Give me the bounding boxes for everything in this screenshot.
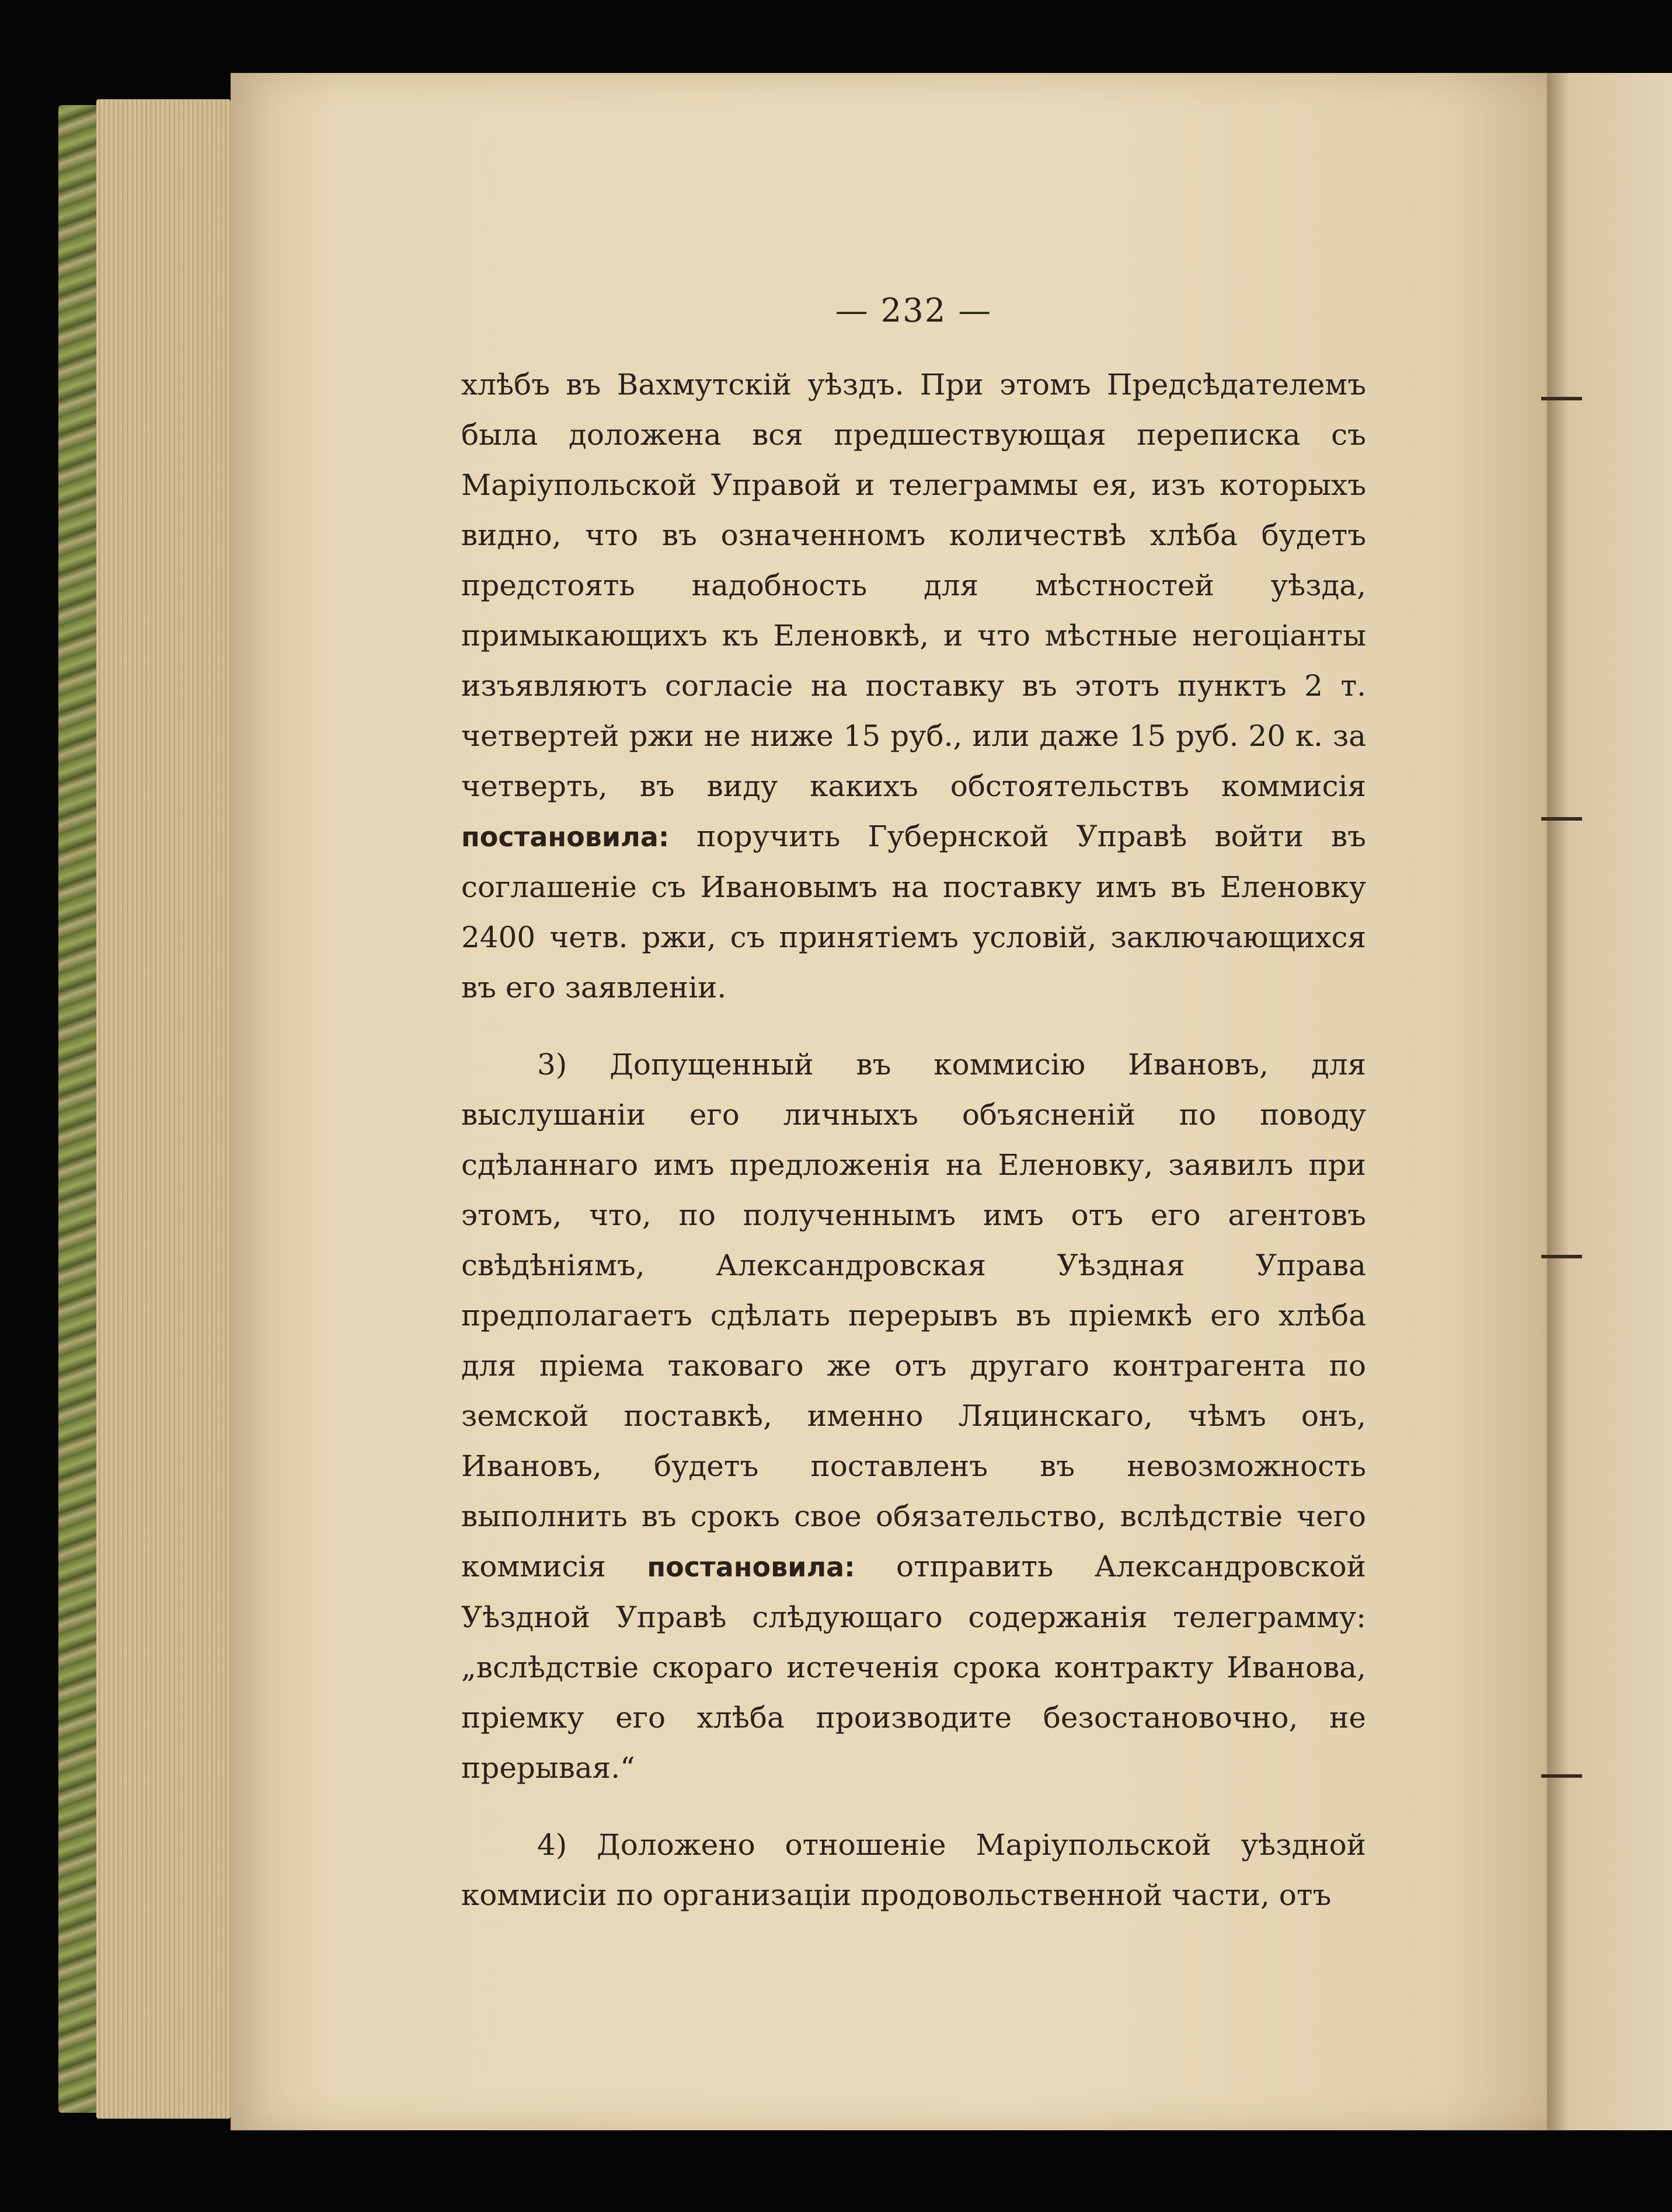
paragraph-2-text-end: отправить Александровской Уѣздной Управѣ слѣдующаго содержанія телеграмму: „вслѣдствіе скораго истеченія срока контракту Иванова, пріемку его хлѣба производите безостановочно, не прерывая.“	[461, 1550, 1366, 1785]
paragraph-1-emphasis: постановила:	[461, 821, 670, 853]
next-page-edge	[1547, 73, 1672, 2130]
page-marker	[1541, 817, 1582, 821]
page-marker	[1541, 1255, 1582, 1258]
paragraph-1-text: хлѣбъ въ Вахмутскій уѣздъ. При этомъ Предсѣдателемъ была доложена вся предшествующая переписка съ Маріупольской Управой и телеграммы ея, изъ которыхъ видно, что въ означенномъ количествѣ хлѣба будетъ предстоять надобность для мѣстностей уѣзда, примыкающихъ къ Еленовкѣ, и что мѣстные негоціанты изъявляютъ согласіе на поставку въ этотъ пунктъ 2 т. четвертей ржи не ниже 15 руб., или даже 15 руб. 20 к. за четверть, въ виду какихъ обстоятельствъ коммисія	[461, 368, 1366, 803]
paragraph-1-text-end: поручить Губернской Управѣ войти въ соглашеніе съ Ивановымъ на поставку имъ въ Еленовку 2400 четв. ржи, съ принятіемъ условій, заключающихся въ его заявленіи.	[461, 819, 1366, 1004]
paragraph-1	[461, 360, 1366, 1013]
paragraph-2	[461, 1039, 1366, 1793]
paragraph-3-text: 4) Доложено отношеніе Маріупольской уѣздной коммисіи по организаціи продовольственной части, отъ	[461, 1828, 1366, 1912]
page-marker	[1541, 1774, 1582, 1778]
paragraph-3	[461, 1820, 1366, 1921]
page-text	[461, 286, 1366, 1921]
paragraph-2-emphasis: постановила:	[647, 1551, 855, 1583]
paragraph-2-text: 3) Допущенный въ коммисію Ивановъ, для выслушаніи его личныхъ объясненій по поводу сдѣланнаго имъ предложенія на Еленовку, заявилъ при этомъ, что, по полученнымъ имъ отъ его агентовъ свѣдѣніямъ, Александровская Уѣздная Управа предполагаетъ сдѣлать перерывъ въ пріемкѣ его хлѣба для пріема таковаго же отъ другаго контрагента по земской поставкѣ, именно Ляцинскаго, чѣмъ онъ, Ивановъ, будетъ поставленъ въ невозможность выполнить въ срокъ свое обязательство, вслѣдствіе чего коммисія	[461, 1048, 1366, 1583]
page-marker	[1541, 397, 1582, 400]
page-number: — 232 —	[835, 292, 992, 330]
page-stack	[96, 99, 231, 2119]
book-cover-edge	[58, 105, 99, 2113]
